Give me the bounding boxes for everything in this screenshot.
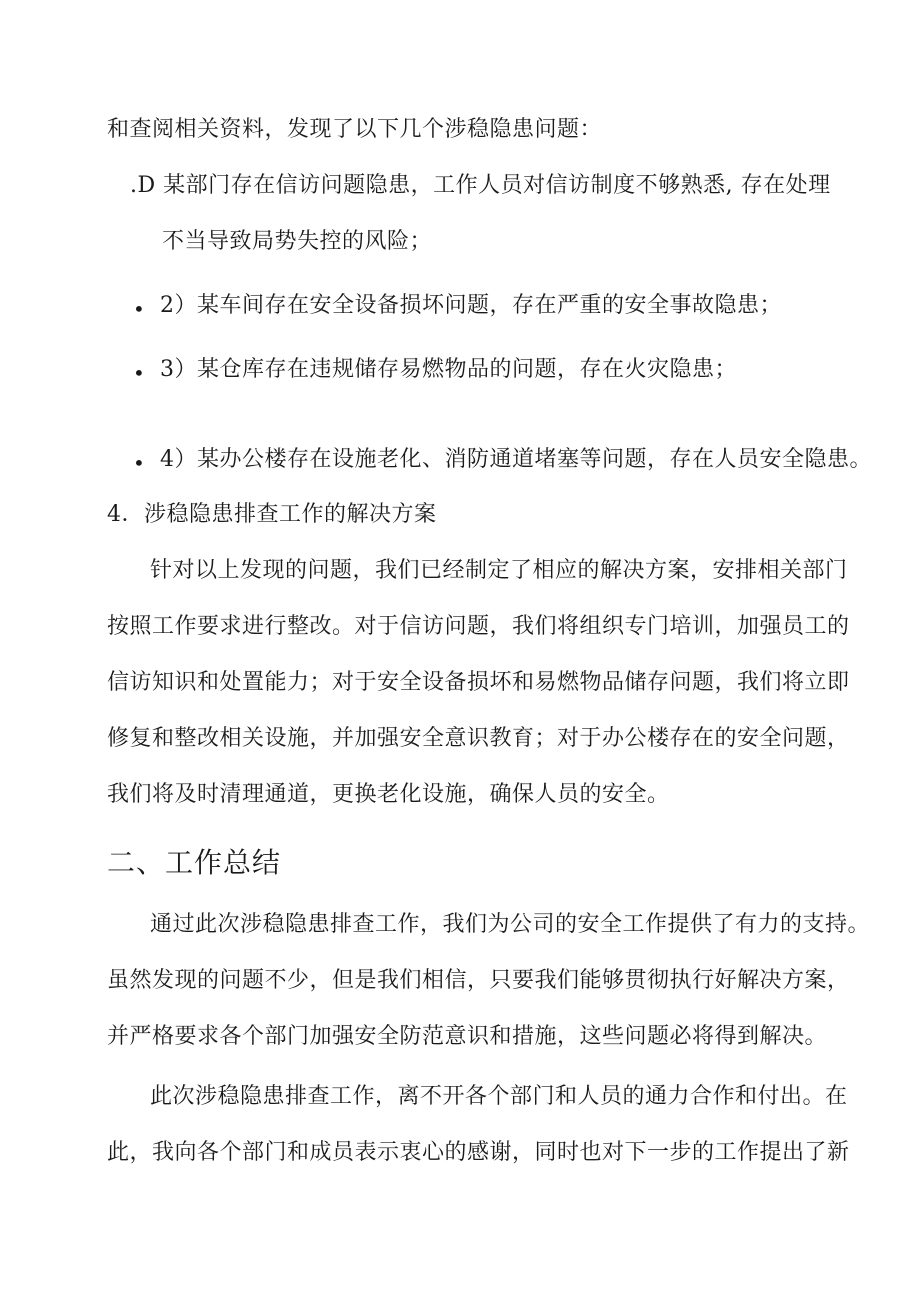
solution-line-2: 按照工作要求进行整改。对于信访问题，我们将组织专门培训，加强员工的	[107, 614, 850, 639]
section-4-heading: 4．涉稳隐患排查工作的解决方案	[107, 502, 437, 527]
bullet-marker: •	[133, 361, 145, 385]
solution-line-4: 修复和整改相关设施，并加强安全意识教育；对于办公楼存在的安全问题，	[107, 726, 850, 751]
issue-2-line: 2）某车间存在安全设备损坏问题，存在严重的安全事故隐患；	[160, 293, 782, 318]
solution-line-5: 我们将及时清理通道，更换老化设施，确保人员的安全。	[107, 782, 670, 807]
bullet-marker: •	[133, 297, 145, 321]
summary-1-line-2: 虽然发现的问题不少，但是我们相信，只要我们能够贯彻执行好解决方案，	[107, 968, 850, 993]
solution-line-3: 信访知识和处置能力；对于安全设备损坏和易燃物品储存问题，我们将立即	[107, 670, 850, 695]
issue-4-line: 4）某办公楼存在设施老化、消防通道堵塞等问题，存在人员安全隐患。	[160, 447, 872, 472]
intro-tail-line: 和查阅相关资料，发现了以下几个涉稳隐患问题：	[107, 117, 603, 142]
summary-1-line-1: 通过此次涉稳隐患排查工作，我们为公司的安全工作提供了有力的支持。	[150, 912, 871, 937]
issue-1-line-2: 不当导致局势失控的风险；	[162, 229, 433, 254]
summary-1-line-3: 并严格要求各个部门加强安全防范意识和措施，这些问题必将得到解决。	[107, 1024, 828, 1049]
issue-1-line-1: .D 某部门存在信访问题隐患，工作人员对信访制度不够熟悉, 存在处理	[130, 173, 831, 198]
bullet-marker: •	[133, 451, 145, 475]
section-2-heading: 二、工作总结	[107, 846, 282, 879]
issue-3-line: 3）某仓库存在违规储存易燃物品的问题，存在火灾隐患；	[160, 357, 737, 382]
solution-line-1: 针对以上发现的问题，我们已经制定了相应的解决方案，安排相关部门	[150, 558, 848, 583]
summary-2-line-1: 此次涉稳隐患排查工作，离不开各个部门和人员的通力合作和付出。在	[150, 1084, 848, 1109]
summary-2-line-2: 此，我向各个部门和成员表示衷心的感谢，同时也对下一步的工作提出了新	[107, 1140, 850, 1165]
